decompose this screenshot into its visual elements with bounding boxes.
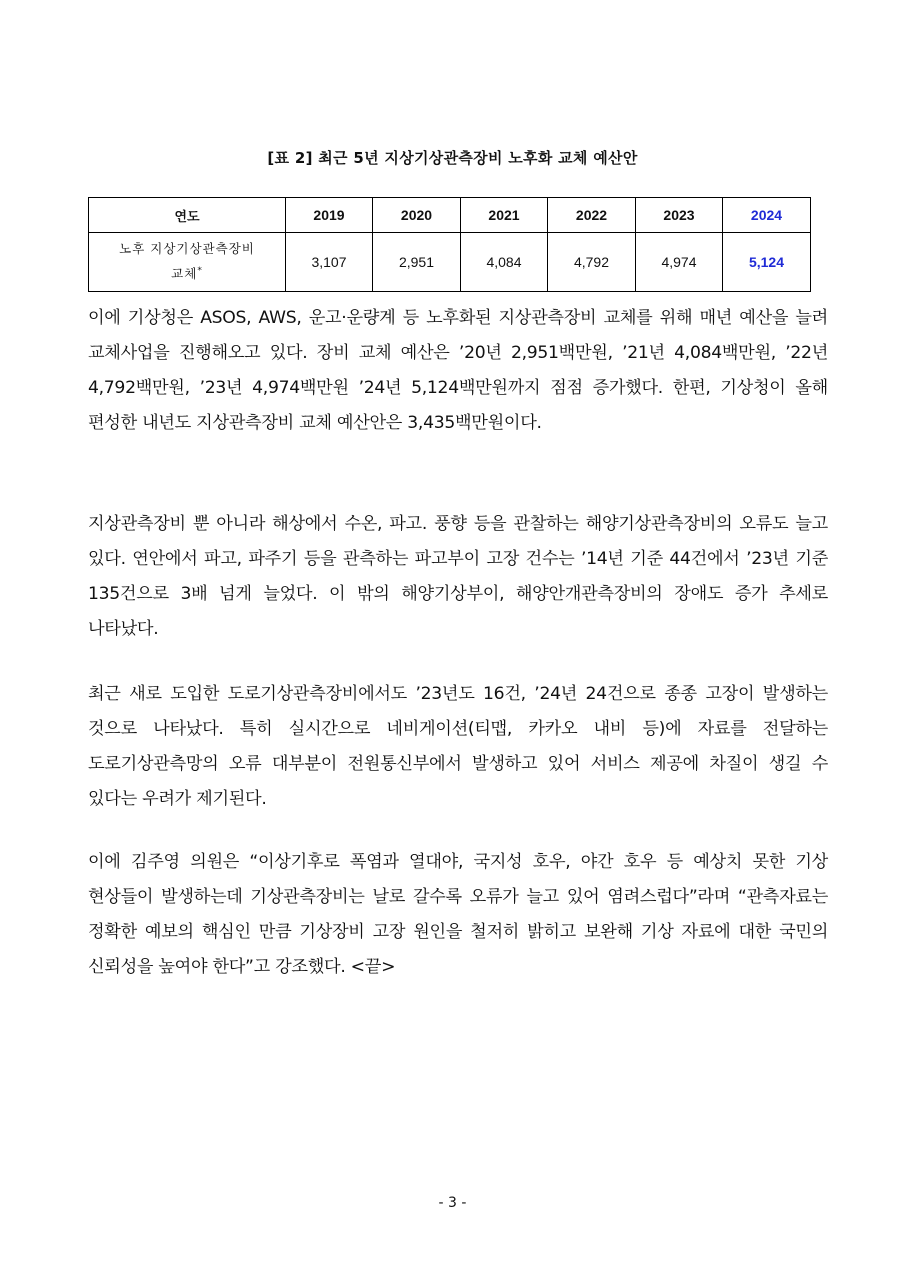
value-2020: 2,951 [373, 233, 461, 292]
page-number: - 3 - [438, 1195, 467, 1211]
row-label-line2: 교체 [171, 266, 198, 282]
value-2022: 4,792 [548, 233, 636, 292]
year-2024: 2024 [723, 198, 811, 233]
year-2022: 2022 [548, 198, 636, 233]
value-2024: 5,124 [723, 233, 811, 292]
value-2021: 4,084 [461, 233, 548, 292]
paragraph-road-equipment: 최근 새로 도입한 도로기상관측장비에서도 ’23년도 16건, ’24년 24건으로 종종 고장이 발생하는 것으로 나타났다. 특히 실시간으로 네비게이션(티맵, 카카오 내비 등)에 자료를 전달하는 도로기상관측망의 오류 대부분이 전원통신부에서 발생하고 있어 서비스 제공에 차질이 생길 수 있다는 우려가 제기된다. [88, 684, 828, 809]
table-header-row [89, 198, 811, 233]
paragraph-marine-equipment: 지상관측장비 뿐 아니라 해상에서 수온, 파고. 풍향 등을 관찰하는 해양기상관측장비의 오류도 늘고 있다. 연안에서 파고, 파주기 등을 관측하는 파고부이 고장 건수는 ’14년 기준 44건에서 ’23년 기준 135건으로 3배 넘게 늘었다. 이 밖의 해양기상부이, 해양안개관측장비의 장애도 증가 추세로 나타났다. [88, 514, 828, 639]
year-2023: 2023 [636, 198, 723, 233]
row-label [89, 233, 286, 292]
year-2021: 2021 [461, 198, 548, 233]
paragraph-lawmaker-quote: 이에 김주영 의원은 “이상기후로 폭염과 열대야, 국지성 호우, 야간 호우 등 예상치 못한 기상 현상들이 발생하는데 기상관측장비는 날로 갈수록 오류가 늘고 있어 염려스럽다”라며 “관측자료는 정확한 예보의 핵심인 만큼 기상장비 고장 원인을 철저히 밝히고 보완해 기상 자료에 대한 국민의 신뢰성을 높여야 한다”고 강조했다. <끝> [88, 852, 828, 977]
year-2020: 2020 [373, 198, 461, 233]
table-caption: [표 2] 최근 5년 지상기상관측장비 노후화 교체 예산안 [267, 149, 638, 167]
value-2023: 4,974 [636, 233, 723, 292]
table-row [89, 233, 811, 292]
row-label-line1: 노후 지상기상관측장비 [119, 241, 255, 257]
year-header-label: 연도 [89, 198, 286, 233]
year-2019: 2019 [286, 198, 373, 233]
footnote-mark: * [197, 266, 203, 277]
budget-table [88, 197, 811, 292]
value-2019: 3,107 [286, 233, 373, 292]
paragraph-budget-trend: 이에 기상청은 ASOS, AWS, 운고·운량계 등 노후화된 지상관측장비 교체를 위해 매년 예산을 늘려 교체사업을 진행해오고 있다. 장비 교체 예산은 ’20년 2,951백만원, ’21년 4,084백만원, ’22년 4,792백만원, ’23년 4,974백만원 ’24년 5,124백만원까지 점점 증가했다. 한편, 기상청이 올해 편성한 내년도 지상관측장비 교체 예산안은 3,435백만원이다. [88, 308, 828, 433]
